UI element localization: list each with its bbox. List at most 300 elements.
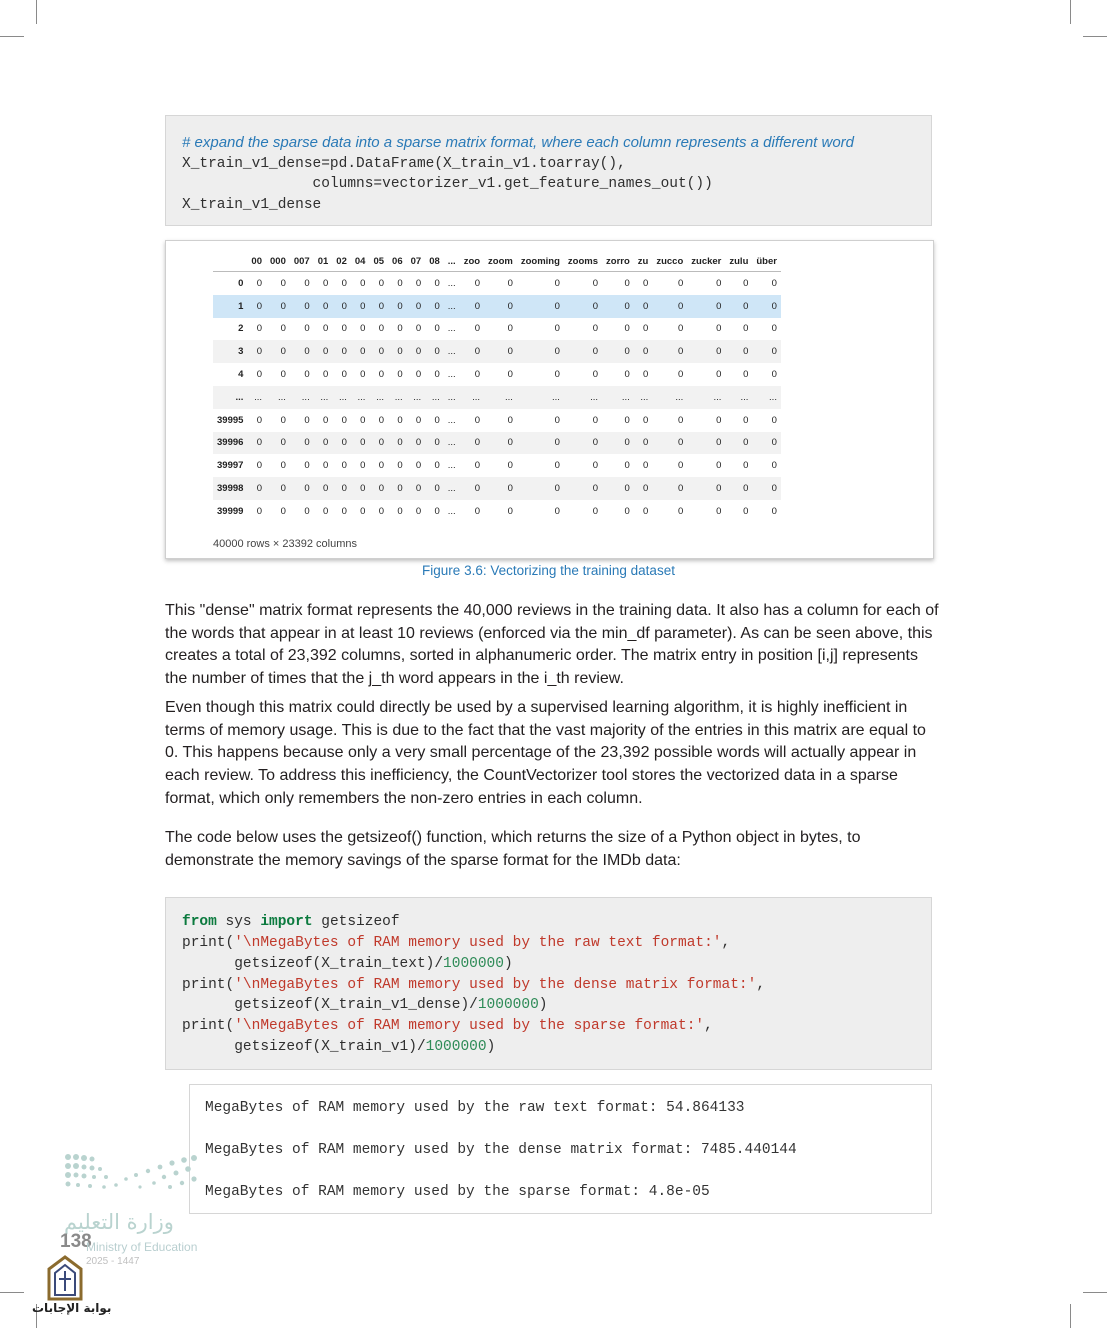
table-cell: 0 xyxy=(415,323,422,335)
table-cell: 0 xyxy=(474,414,481,426)
dataframe-column-header: 000 xyxy=(266,251,290,272)
table-cell: 0 xyxy=(716,460,722,472)
crop-mark xyxy=(1083,36,1107,37)
table-cell: 0 xyxy=(484,340,517,363)
crop-mark xyxy=(1070,0,1071,24)
table-cell: ... xyxy=(447,277,456,289)
table-cell: 0 xyxy=(314,340,333,363)
watermark-text: بوابة الإجابات xyxy=(32,1301,112,1315)
table-cell: 0 xyxy=(280,369,286,381)
table-cell: 0 xyxy=(360,277,366,289)
table-cell: 0 xyxy=(460,432,484,455)
table-cell: 0 xyxy=(360,414,366,426)
table-cell: 0 xyxy=(280,460,286,472)
table-cell: 0 xyxy=(743,323,749,335)
table-cell: 0 xyxy=(474,323,481,335)
table-cell: 0 xyxy=(369,432,388,455)
table-cell: 0 xyxy=(247,432,266,455)
table-cell: 0 xyxy=(484,432,517,455)
table-cell: ... xyxy=(444,340,460,363)
table-cell: 0 xyxy=(634,340,653,363)
table-cell: 0 xyxy=(752,477,781,500)
output-line-raw: MegaBytes of RAM memory used by the raw text format: 54.864133 xyxy=(205,1100,745,1116)
table-cell: 0 xyxy=(624,414,630,426)
table-cell: 0 xyxy=(771,414,777,426)
dataframe-column-header: 07 xyxy=(407,251,426,272)
table-cell: 0 xyxy=(771,323,777,335)
table-cell: 0 xyxy=(341,505,347,517)
table-row xyxy=(213,340,781,363)
table-cell: 0 xyxy=(592,505,599,517)
dataframe-column-header: zooming xyxy=(517,251,564,272)
table-cell: 0 xyxy=(643,277,649,289)
table-cell: 0 xyxy=(360,323,366,335)
table-cell: 0 xyxy=(397,369,403,381)
table-cell: 0 xyxy=(716,505,722,517)
dataframe-column-header: zoo xyxy=(460,251,484,272)
row-index: 2 xyxy=(238,323,244,335)
table-cell: 0 xyxy=(425,477,444,500)
code-line: X_train_v1_dense xyxy=(182,197,322,213)
table-cell: ... xyxy=(634,386,653,409)
table-cell: 0 xyxy=(388,340,407,363)
table-cell: 0 xyxy=(592,414,599,426)
table-cell: 0 xyxy=(280,277,286,289)
table-cell: 0 xyxy=(771,505,777,517)
row-index: 39996 xyxy=(213,432,247,455)
table-cell: ... xyxy=(725,386,752,409)
table-cell: 0 xyxy=(388,432,407,455)
table-cell: 0 xyxy=(256,277,262,289)
table-row xyxy=(213,295,781,318)
table-cell: 0 xyxy=(247,477,266,500)
table-cell: 0 xyxy=(602,340,634,363)
code-line: X_train_v1_dense=pd.DataFrame(X_train_v1.toarray(), xyxy=(182,156,626,172)
output-line-dense: MegaBytes of RAM memory used by the dense matrix format: 7485.440144 xyxy=(205,1142,797,1158)
table-cell: 0 xyxy=(752,340,781,363)
table-cell: 0 xyxy=(564,295,602,318)
table-cell: 0 xyxy=(554,369,560,381)
table-cell: ... xyxy=(564,386,602,409)
dataframe-column-header: 06 xyxy=(388,251,407,272)
table-cell: 0 xyxy=(652,477,687,500)
table-cell: 0 xyxy=(378,414,385,426)
table-cell: 0 xyxy=(314,295,333,318)
crop-mark xyxy=(0,1292,24,1293)
table-cell: 0 xyxy=(415,277,422,289)
table-cell: 0 xyxy=(677,414,684,426)
table-cell: 0 xyxy=(304,277,310,289)
table-cell: 0 xyxy=(415,505,422,517)
table-row xyxy=(213,454,781,477)
dataframe-column-header: zucker xyxy=(687,251,725,272)
table-cell: 0 xyxy=(677,277,684,289)
table-cell: 0 xyxy=(378,460,385,472)
table-cell: 0 xyxy=(643,460,649,472)
table-cell: 0 xyxy=(771,460,777,472)
table-cell: 0 xyxy=(314,432,333,455)
table-cell: 0 xyxy=(517,295,564,318)
table-cell: 0 xyxy=(290,432,314,455)
row-index: ... xyxy=(213,386,247,409)
table-cell: 0 xyxy=(369,340,388,363)
table-cell: 0 xyxy=(434,414,440,426)
table-cell: 0 xyxy=(407,340,426,363)
table-cell: 0 xyxy=(624,277,630,289)
table-cell: 0 xyxy=(256,460,262,472)
table-cell: 0 xyxy=(634,295,653,318)
table-cell: 0 xyxy=(425,295,444,318)
table-row xyxy=(213,363,781,386)
table-cell: 0 xyxy=(602,477,634,500)
table-cell: 0 xyxy=(484,477,517,500)
table-row xyxy=(213,477,781,500)
table-cell: 0 xyxy=(752,295,781,318)
table-cell: 0 xyxy=(407,477,426,500)
table-cell: 0 xyxy=(725,295,752,318)
table-cell: 0 xyxy=(592,323,599,335)
table-cell: 0 xyxy=(460,477,484,500)
table-cell: 0 xyxy=(341,460,347,472)
code-line: print('\nMegaBytes of RAM memory used by the dense matrix format:', xyxy=(182,977,766,993)
table-cell: 0 xyxy=(280,505,286,517)
table-cell: 0 xyxy=(425,340,444,363)
table-cell: 0 xyxy=(677,369,684,381)
paragraph-inefficiency: Even though this matrix could directly be used by a supervised learning algorithm, it is highly inefficient in terms of memory usage. This is due to the fact that the vast majority of the entries in this matrix are equal to 0. This happens because only a very small percentage of the 23,392 possible words will actually appear in each review. To address this inefficiency, the CountVectorizer tool stores the vectorized data in a sparse format, which only remembers the non-zero entries in each column. xyxy=(165,699,926,807)
table-cell: 0 xyxy=(554,277,560,289)
dataframe-column-header: über xyxy=(752,251,781,272)
dataframe-shape: 40000 rows × 23392 columns xyxy=(213,538,358,550)
table-cell: 0 xyxy=(266,295,290,318)
table-cell: 0 xyxy=(304,369,310,381)
table-cell: ... xyxy=(369,386,388,409)
table-cell: 0 xyxy=(434,369,440,381)
table-row xyxy=(213,432,781,455)
table-cell: ... xyxy=(247,386,266,409)
row-index: 1 xyxy=(213,295,247,318)
table-cell: ... xyxy=(752,386,781,409)
table-cell: 0 xyxy=(592,460,599,472)
table-cell: 0 xyxy=(687,477,725,500)
table-cell: 0 xyxy=(323,369,329,381)
table-cell: 0 xyxy=(247,340,266,363)
page-number: 138 xyxy=(60,1231,92,1252)
table-cell: 0 xyxy=(332,477,351,500)
dataframe-column-header: 08 xyxy=(425,251,444,272)
code-line: print('\nMegaBytes of RAM memory used by the raw text format:', xyxy=(182,935,731,951)
table-cell: ... xyxy=(517,386,564,409)
table-cell: 0 xyxy=(507,460,513,472)
dataframe-column-header: 00 xyxy=(247,251,266,272)
table-cell: 0 xyxy=(474,369,481,381)
table-cell: 0 xyxy=(397,277,403,289)
table-cell: 0 xyxy=(388,477,407,500)
row-index: 39997 xyxy=(217,460,244,472)
table-cell: 0 xyxy=(378,369,385,381)
table-cell: 0 xyxy=(323,505,329,517)
crop-mark xyxy=(0,36,24,37)
table-cell: 0 xyxy=(415,369,422,381)
table-cell: ... xyxy=(447,369,456,381)
row-index: 4 xyxy=(238,369,244,381)
table-cell: 0 xyxy=(304,323,310,335)
dataframe-column-header: zooms xyxy=(564,251,602,272)
table-cell: 0 xyxy=(634,432,653,455)
table-cell: 0 xyxy=(474,505,481,517)
table-cell: 0 xyxy=(716,414,722,426)
paragraph-dense-format: This "dense" matrix format represents the 40,000 reviews in the training data. It also has a column for each of the words that appear in at least 10 reviews (enforced via the min_df parameter). As can be seen above, this creates a total of 23,392 columns, sorted in alphanumeric order. The matrix entry in position [i,j] represents the number of times that the j_th word appears in the i_th review. xyxy=(165,602,939,688)
table-cell: 0 xyxy=(434,460,440,472)
table-cell: 0 xyxy=(323,277,329,289)
table-cell: 0 xyxy=(256,369,262,381)
code-block-dense xyxy=(165,115,932,226)
table-cell: 0 xyxy=(652,295,687,318)
table-cell: 0 xyxy=(304,505,310,517)
table-cell: 0 xyxy=(474,277,481,289)
table-cell: 0 xyxy=(507,505,513,517)
table-cell: 0 xyxy=(397,505,403,517)
table-cell: 0 xyxy=(643,323,649,335)
code-line: from sys import getsizeof xyxy=(182,914,400,930)
table-cell: 0 xyxy=(507,369,513,381)
dataframe-column-header: zu xyxy=(634,251,653,272)
table-cell: ... xyxy=(447,323,456,335)
table-cell: 0 xyxy=(360,369,366,381)
dataframe-column-header: 05 xyxy=(369,251,388,272)
table-cell: 0 xyxy=(378,323,385,335)
dataframe-column-header: 007 xyxy=(290,251,314,272)
year-label: 2025 - 1447 xyxy=(86,1256,140,1267)
table-cell: 0 xyxy=(687,340,725,363)
ministry-name-arabic: وزارة التعليم xyxy=(64,1210,174,1234)
table-cell: 0 xyxy=(602,432,634,455)
table-cell: 0 xyxy=(652,432,687,455)
dataframe-column-header: zorro xyxy=(602,251,634,272)
table-row xyxy=(213,386,781,409)
output-line-sparse: MegaBytes of RAM memory used by the sparse format: 4.8e-05 xyxy=(205,1184,710,1200)
table-cell: 0 xyxy=(507,323,513,335)
table-cell: 0 xyxy=(743,277,749,289)
table-cell: 0 xyxy=(256,414,262,426)
table-cell: 0 xyxy=(256,323,262,335)
table-cell: 0 xyxy=(624,505,630,517)
figure-caption: Figure 3.6: Vectorizing the training dataset xyxy=(422,563,675,578)
table-cell: ... xyxy=(687,386,725,409)
table-cell: ... xyxy=(460,386,484,409)
table-cell: 0 xyxy=(687,295,725,318)
crop-mark xyxy=(1083,1292,1107,1293)
table-cell: 0 xyxy=(266,432,290,455)
dataframe-column-header: 01 xyxy=(314,251,333,272)
table-cell: 0 xyxy=(484,295,517,318)
table-cell: 0 xyxy=(554,505,560,517)
table-cell: 0 xyxy=(341,369,347,381)
table-cell: 0 xyxy=(247,295,266,318)
table-cell: ... xyxy=(444,295,460,318)
table-cell: 0 xyxy=(517,432,564,455)
table-cell: 0 xyxy=(687,432,725,455)
table-row xyxy=(213,272,781,295)
table-cell: 0 xyxy=(407,432,426,455)
table-cell: 0 xyxy=(323,460,329,472)
table-cell: 0 xyxy=(351,295,370,318)
table-cell: 0 xyxy=(280,323,286,335)
table-cell: 0 xyxy=(624,369,630,381)
table-cell: 0 xyxy=(507,277,513,289)
table-cell: 0 xyxy=(643,369,649,381)
table-cell: 0 xyxy=(743,505,749,517)
table-cell: 0 xyxy=(280,414,286,426)
table-cell: 0 xyxy=(564,477,602,500)
table-cell: 0 xyxy=(323,323,329,335)
table-cell: ... xyxy=(388,386,407,409)
table-cell: 0 xyxy=(474,460,481,472)
table-cell: 0 xyxy=(460,295,484,318)
row-index: 39995 xyxy=(217,414,244,426)
table-row xyxy=(213,409,781,432)
table-cell: 0 xyxy=(378,277,385,289)
table-cell: 0 xyxy=(752,432,781,455)
table-cell: ... xyxy=(407,386,426,409)
table-cell: 0 xyxy=(304,460,310,472)
table-cell: 0 xyxy=(743,369,749,381)
table-cell: 0 xyxy=(716,323,722,335)
table-cell: 0 xyxy=(397,323,403,335)
dataframe-column-header: ... xyxy=(444,251,460,272)
table-cell: 0 xyxy=(332,295,351,318)
table-row xyxy=(213,318,781,341)
table-cell: 0 xyxy=(643,414,649,426)
code-line: getsizeof(X_train_v1_dense)/1000000) xyxy=(182,997,548,1013)
paragraph-getsizeof: The code below uses the getsizeof() function, which returns the size of a Python object in bytes, to demonstrate the memory savings of the sparse format for the IMDb data: xyxy=(165,829,861,869)
table-cell: 0 xyxy=(378,505,385,517)
table-cell: ... xyxy=(447,414,456,426)
table-row xyxy=(213,500,781,523)
table-cell: 0 xyxy=(643,505,649,517)
table-cell: ... xyxy=(652,386,687,409)
table-cell: ... xyxy=(290,386,314,409)
table-cell: ... xyxy=(444,386,460,409)
table-cell: 0 xyxy=(351,432,370,455)
table-cell: 0 xyxy=(592,369,599,381)
row-index: 3 xyxy=(213,340,247,363)
ministry-name-english: Ministry of Education xyxy=(86,1240,198,1254)
dataframe-figure xyxy=(165,240,934,559)
table-cell: 0 xyxy=(351,340,370,363)
table-cell: 0 xyxy=(460,340,484,363)
table-cell: 0 xyxy=(341,323,347,335)
row-index: 39998 xyxy=(213,477,247,500)
table-cell: 0 xyxy=(677,460,684,472)
table-cell: 0 xyxy=(652,340,687,363)
dataframe-table xyxy=(213,251,781,523)
table-cell: ... xyxy=(332,386,351,409)
table-cell: 0 xyxy=(602,295,634,318)
dataframe-column-header: zulu xyxy=(725,251,752,272)
table-cell: 0 xyxy=(369,477,388,500)
table-cell: 0 xyxy=(725,340,752,363)
table-cell: 0 xyxy=(360,505,366,517)
ministry-logo-icon xyxy=(64,1153,199,1195)
table-cell: 0 xyxy=(332,340,351,363)
table-cell: ... xyxy=(351,386,370,409)
crop-mark xyxy=(1070,1304,1071,1328)
table-cell: ... xyxy=(266,386,290,409)
crop-mark xyxy=(36,0,37,24)
table-cell: 0 xyxy=(425,432,444,455)
output-block xyxy=(189,1084,932,1214)
dataframe-column-header: 04 xyxy=(351,251,370,272)
table-cell: 0 xyxy=(290,477,314,500)
row-index: 39999 xyxy=(217,505,244,517)
table-cell: 0 xyxy=(716,277,722,289)
row-index: 0 xyxy=(238,277,244,289)
table-cell: 0 xyxy=(256,505,262,517)
table-cell: 0 xyxy=(517,340,564,363)
table-cell: ... xyxy=(444,477,460,500)
table-cell: 0 xyxy=(507,414,513,426)
table-cell: 0 xyxy=(290,340,314,363)
table-cell: 0 xyxy=(397,414,403,426)
table-cell: 0 xyxy=(397,460,403,472)
table-cell: 0 xyxy=(314,477,333,500)
dataframe-index-header xyxy=(213,251,247,272)
watermark-emblem-icon xyxy=(45,1255,85,1301)
table-cell: 0 xyxy=(434,277,440,289)
table-cell: 0 xyxy=(624,323,630,335)
table-cell: 0 xyxy=(341,277,347,289)
table-cell: 0 xyxy=(304,414,310,426)
table-cell: ... xyxy=(444,432,460,455)
table-cell: 0 xyxy=(634,477,653,500)
table-cell: 0 xyxy=(434,505,440,517)
table-cell: 0 xyxy=(266,340,290,363)
table-cell: 0 xyxy=(743,460,749,472)
table-cell: 0 xyxy=(341,414,347,426)
table-cell: 0 xyxy=(564,340,602,363)
table-cell: 0 xyxy=(677,505,684,517)
table-cell: ... xyxy=(447,460,456,472)
code-block-getsizeof xyxy=(165,897,932,1070)
table-cell: 0 xyxy=(517,477,564,500)
table-cell: ... xyxy=(602,386,634,409)
dataframe-column-header: zoom xyxy=(484,251,517,272)
table-cell: 0 xyxy=(266,477,290,500)
dataframe-column-header: zucco xyxy=(652,251,687,272)
table-cell: 0 xyxy=(388,295,407,318)
table-cell: 0 xyxy=(407,295,426,318)
code-line: print('\nMegaBytes of RAM memory used by the sparse format:', xyxy=(182,1018,713,1034)
table-cell: 0 xyxy=(725,477,752,500)
dataframe-column-header: 02 xyxy=(332,251,351,272)
table-cell: ... xyxy=(484,386,517,409)
table-cell: 0 xyxy=(771,277,777,289)
table-cell: 0 xyxy=(554,460,560,472)
table-cell: 0 xyxy=(323,414,329,426)
table-cell: 0 xyxy=(554,323,560,335)
table-cell: 0 xyxy=(677,323,684,335)
code-line: columns=vectorizer_v1.get_feature_names_out()) xyxy=(182,176,713,192)
table-cell: 0 xyxy=(290,295,314,318)
table-cell: 0 xyxy=(554,414,560,426)
table-cell: ... xyxy=(314,386,333,409)
table-cell: 0 xyxy=(725,432,752,455)
table-cell: 0 xyxy=(332,432,351,455)
table-cell: 0 xyxy=(434,323,440,335)
table-cell: 0 xyxy=(624,460,630,472)
table-cell: 0 xyxy=(369,295,388,318)
table-cell: ... xyxy=(425,386,444,409)
